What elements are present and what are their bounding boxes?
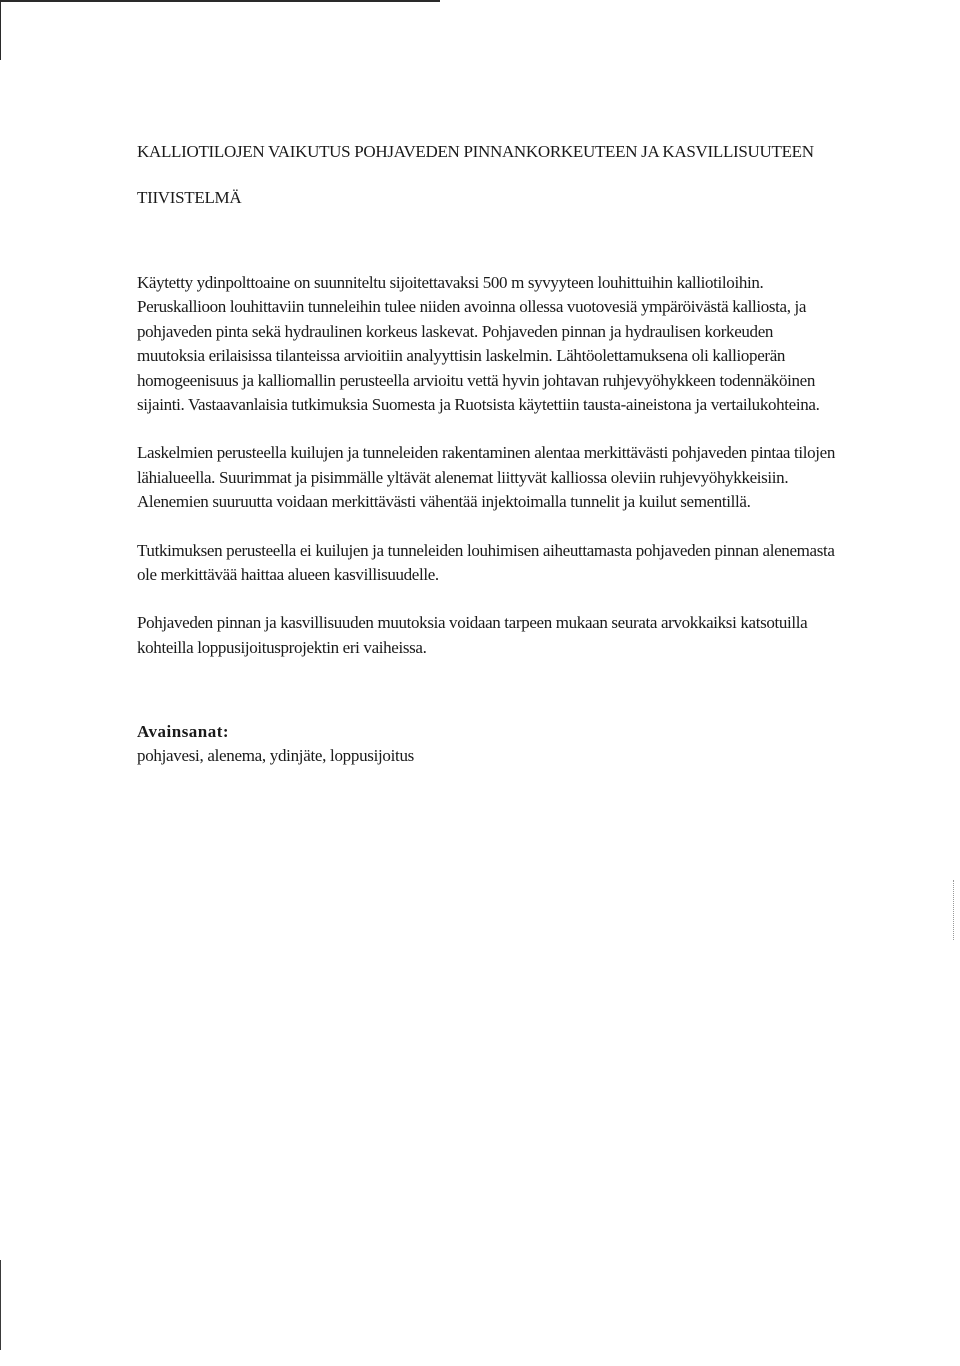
document-page <box>137 138 837 768</box>
abstract-body <box>137 271 837 660</box>
abstract-paragraph-3: Tutkimuksen perusteella ei kuilujen ja tunneleiden louhimisen aiheuttamasta pohjaveden pinnan alenemasta ole merkittävää haittaa alueen kasvillisuudelle. <box>137 540 835 585</box>
keywords-section <box>137 720 837 768</box>
abstract-paragraph-2: Laskelmien perusteella kuilujen ja tunneleiden rakentaminen alentaa merkittävästi pohjaveden pintaa tilojen lähialueella. Suurimmat ja pisimmälle yltävät alenemat liittyvät kalliossa oleviin ruhjevyöhykkeisiin. Alenemien suuruutta voidaan merkittävästi vähentää injektoimalla tunnelit ja kuilut sementillä. <box>137 443 836 512</box>
scan-edge-top <box>0 0 440 2</box>
keywords-list: pohjavesi, alenema, ydinjäte, loppusijoitus <box>137 746 414 766</box>
section-heading: TIIVISTELMÄ <box>137 188 242 207</box>
abstract-paragraph-4: Pohjaveden pinnan ja kasvillisuuden muutoksia voidaan tarpeen mukaan seurata arvokkaiksi katsotuilla kohteilla loppusijoitusprojektin eri vaiheissa. <box>137 613 808 657</box>
document-title: KALLIOTILOJEN VAIKUTUS POHJAVEDEN PINNANKORKEUTEEN JA KASVILLISUUTEEN <box>137 142 814 161</box>
keywords-label: Avainsanat: <box>137 722 230 742</box>
scan-edge-right <box>952 880 954 940</box>
abstract-paragraph-1: Käytetty ydinpolttoaine on suunniteltu sijoitettavaksi 500 m syvyyteen louhittuihin kalliotiloihin. Peruskallioon louhittaviin tunneleihin tulee niiden avoinna ollessa vuotovesiä ympäröivästä kalliosta, ja pohjaveden pinta sekä hydraulinen korkeus laskevat. Pohjaveden pinnan ja hydraulisen korkeuden muutoksia erilaisissa tilanteissa arvioitiin analyyttisin laskelmin. Lähtöolettamuksena oli kallioperän homogeenisuus ja kalliomallin perusteella arvioitu vettä hyvin johtavan ruhjevyöhykkeen todennäköinen sijainti. Vastaavanlaisia tutkimuksia Suomesta ja Ruotsista käytettiin tausta-aineistona ja vertailukohteina. <box>137 273 820 415</box>
scan-edge-left-top <box>0 0 1 60</box>
scan-edge-left-bottom <box>0 1260 1 1350</box>
